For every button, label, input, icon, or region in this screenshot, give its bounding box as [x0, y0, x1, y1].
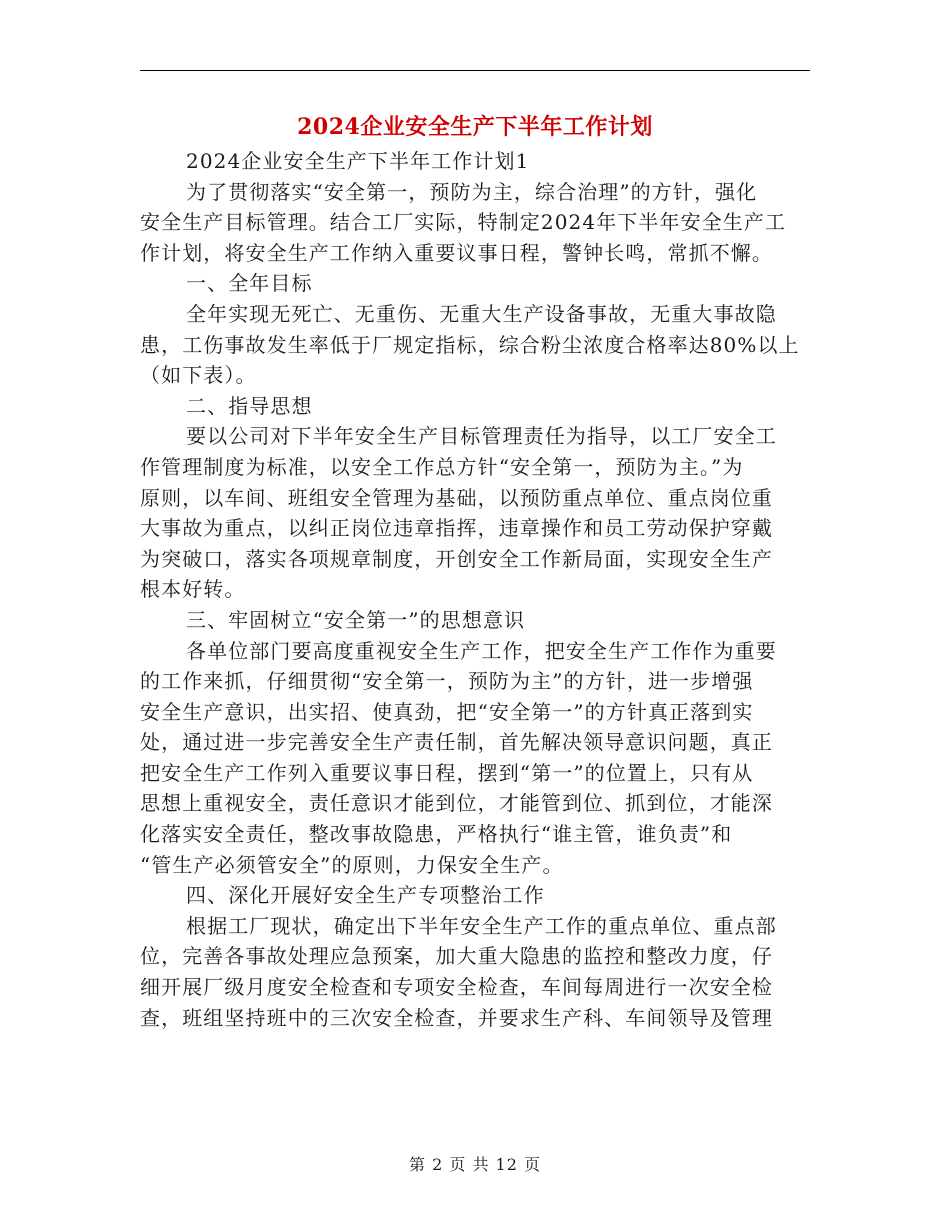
subtitle-line: 2024企业安全生产下半年工作计划1	[186, 149, 530, 173]
text-line: 安全生产意识，出实招、使真劲，把“安全第一”的方针真正落到实	[140, 699, 754, 724]
section-heading: 四、深化开展好安全生产专项整治工作	[186, 883, 545, 908]
text-line: 作计划，将安全生产工作纳入重要议事日程，警钟长鸣，常抓不懈。	[140, 240, 773, 265]
section-heading: 一、全年目标	[186, 271, 313, 296]
text-line: 根据工厂现状，确定出下半年安全生产工作的重点单位、重点部	[186, 913, 777, 938]
section-heading: 二、指导思想	[186, 393, 313, 418]
text-line: （如下表）。	[140, 363, 257, 388]
text-line: 原则，以车间、班组安全管理为基础，以预防重点单位、重点岗位重	[140, 485, 773, 510]
text-line: 思想上重视安全，责任意识才能到位，才能管到位、抓到位，才能深	[140, 791, 773, 816]
section-heading: 三、牢固树立“安全第一”的思想意识	[186, 607, 526, 632]
text-line: 位，完善各事故处理应急预案，加大重大隐患的监控和整改力度，仔	[140, 944, 773, 969]
text-line: 为了贯彻落实“安全第一，预防为主，综合治理”的方针，强化	[186, 179, 758, 204]
page-number: 第 2 页 共 12 页	[409, 1155, 541, 1174]
text-line: 大事故为重点，以纠正岗位违章指挥，违章操作和员工劳动保护穿戴	[140, 516, 773, 541]
text-line: 为突破口，落实各项规章制度，开创安全工作新局面，实现安全生产	[140, 546, 773, 571]
document-body	[140, 146, 810, 1033]
text-line: 要以公司对下半年安全生产目标管理责任为指导，以工厂安全工	[186, 424, 777, 449]
text-line: “管生产必须管安全”的原则，力保安全生产。	[140, 852, 564, 877]
text-line: 化落实安全责任，整改事故隐患，严格执行“谁主管，谁负责”和	[140, 822, 733, 847]
text-line: 的工作来抓，仔细贯彻“安全第一，预防为主”的方针，进一步增强	[140, 669, 754, 694]
text-line: 作管理制度为标准，以安全工作总方针“安全第一，预防为主。”为	[140, 454, 744, 479]
text-line: 全年实现无死亡、无重伤、无重大生产设备事故，无重大事故隐	[186, 301, 777, 326]
text-line: 各单位部门要高度重视安全生产工作，把安全生产工作作为重要	[186, 638, 777, 663]
text-line: 根本好转。	[140, 577, 246, 602]
text-line: 把安全生产工作列入重要议事日程，摆到“第一”的位置上，只有从	[140, 760, 754, 785]
text-line: 患，工伤事故发生率低于厂规定指标，综合粉尘浓度合格率达80%以上	[140, 332, 800, 357]
text-line: 安全生产目标管理。结合工厂实际，特制定2024年下半年安全生产工	[140, 210, 787, 235]
text-line: 查，班组坚持班中的三次安全检查，并要求生产科、车间领导及管理	[140, 1005, 773, 1030]
text-line: 细开展厂级月度安全检查和专项安全检查，车间每周进行一次安全检	[140, 975, 773, 1000]
document-title: 2024企业安全生产下半年工作计划	[297, 114, 653, 140]
text-line: 处，通过进一步完善安全生产责任制，首先解决领导意识问题，真正	[140, 730, 773, 755]
header-rule	[140, 70, 810, 71]
